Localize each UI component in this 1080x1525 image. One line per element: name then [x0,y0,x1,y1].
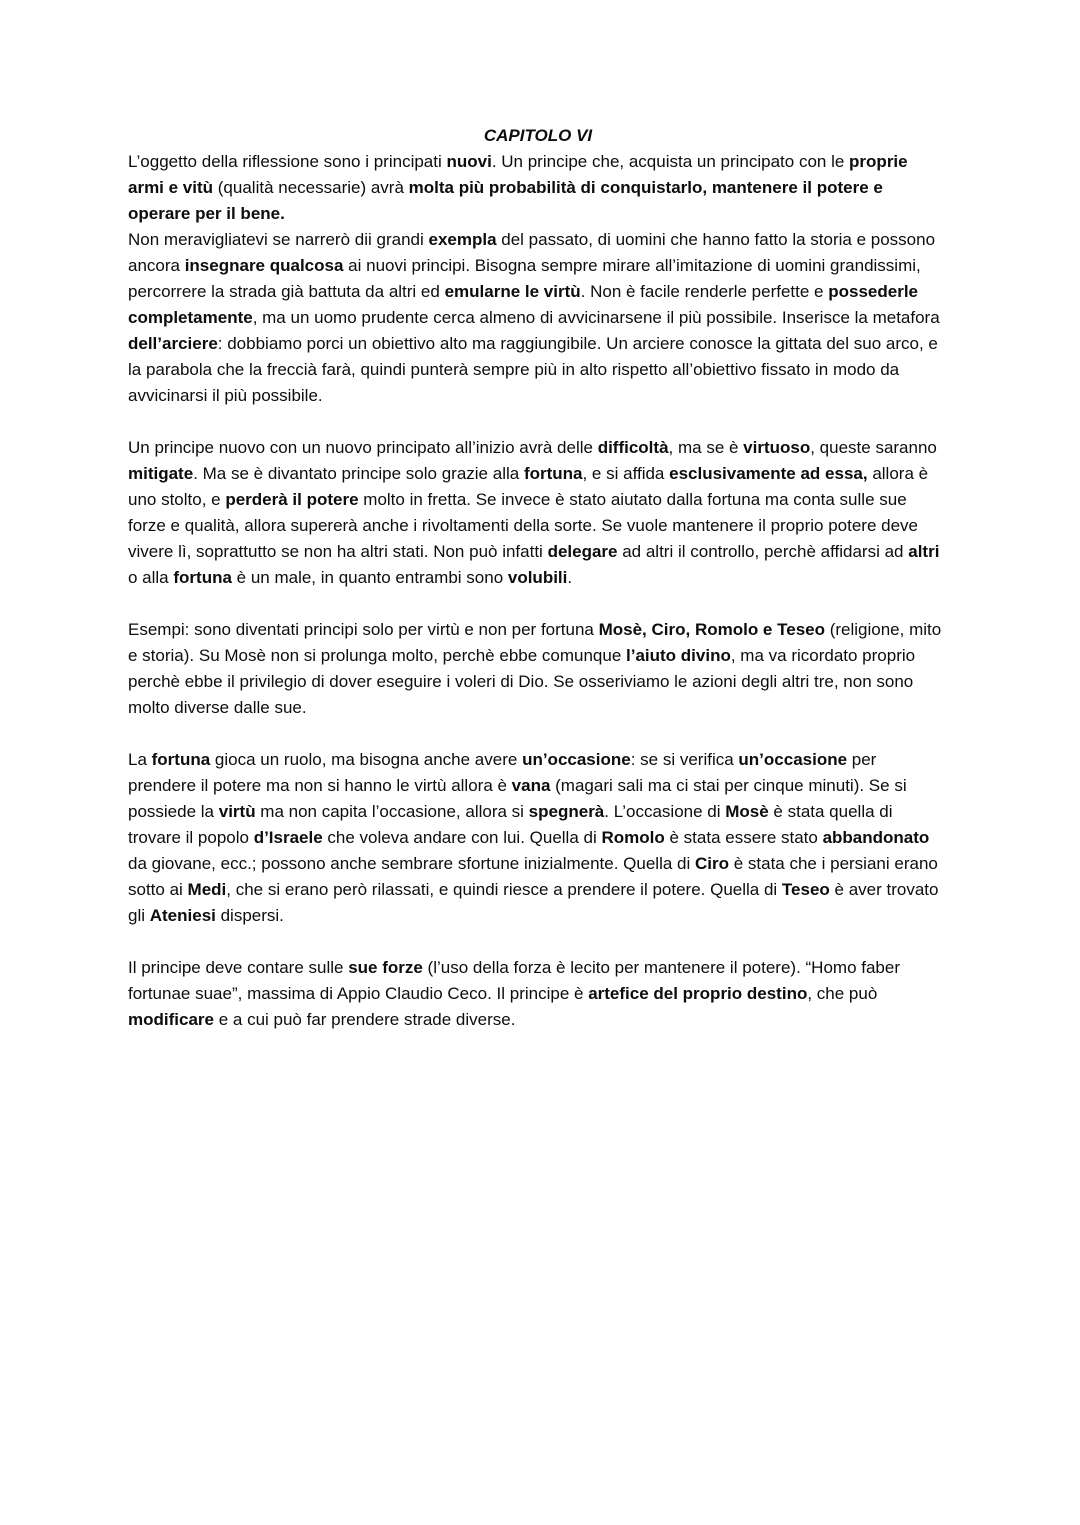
bold-text-segment: exempla [428,230,497,249]
text-segment: (religione, mito e storia). Su Mosè non si prolunga molto, perchè ebbe comunque [128,620,942,665]
text-segment: , ma un uomo prudente cerca almeno di avvicinarsene il più possibile. Inserisce la metafora [252,308,940,327]
text-segment: che voleva andare con lui. Quella di [322,828,602,847]
bold-text-segment: fortuna [151,750,211,769]
bold-text-segment: un’occasione [738,750,848,769]
paragraph-3 [128,435,948,591]
bold-text-segment: fortuna [523,464,583,483]
bold-text-segment: Mosè [725,802,769,821]
text-segment: ad altri il controllo, perchè affidarsi ad [617,542,909,561]
bold-text-segment: Teseo [781,880,830,899]
bold-text-segment: esclusivamente ad essa, [669,464,868,483]
bold-text-segment: molta più probabilità di conquistarlo, mantenere il potere e operare per il bene. [128,178,883,223]
chapter-title: CAPITOLO VI [483,126,593,145]
text-segment: molto in fretta. Se invece è stato aiutato dalla fortuna ma conta sulle sue forze e qualità, allora supererà anche i rivoltamenti della sorte. Se vuole mantenere il proprio potere deve vivere lì, soprattutto se non ha altri stati. Non può infatti [128,490,919,561]
bold-text-segment: virtuoso [743,438,811,457]
text-segment: . [567,568,573,587]
bold-text-segment: delegare [547,542,618,561]
text-segment: gioca un ruolo, ma bisogna anche avere [210,750,523,769]
bold-text-segment: Ateniesi [149,906,216,925]
text-segment: dispersi. [215,906,284,925]
paragraph-4 [128,617,948,721]
paragraph-6 [128,955,948,1033]
text-segment: o alla [128,568,174,587]
text-segment: per prendere il potere ma non si hanno le virtù allora è [128,750,877,795]
bold-text-segment: Romolo [601,828,665,847]
bold-text-segment: Mosè, Ciro, Romolo e Teseo [598,620,825,639]
text-segment: Non meravigliatevi se narrerò dii grandi [128,230,429,249]
bold-text-segment: abbandonato [822,828,930,847]
bold-text-segment: un’occasione [522,750,631,769]
bold-text-segment: insegnare qualcosa [184,256,344,275]
text-segment: (qualità necessarie) avrà [213,178,409,197]
text-segment: La [128,750,152,769]
bold-text-segment: Medi [187,880,227,899]
bold-text-segment: nuovi [446,152,492,171]
bold-text-segment: l’aiuto divino [626,646,731,665]
text-segment: è un male, in quanto entrambi sono [231,568,508,587]
text-segment: (magari sali ma ci stai per cinque minuti). Se si possiede la [128,776,907,821]
paragraph-2 [128,227,948,409]
bold-text-segment: virtù [218,802,256,821]
text-segment: allora è uno stolto, e [128,464,929,509]
bold-text-segment: mitigate [128,464,194,483]
text-segment: del passato, di uomini che hanno fatto la storia e possono ancora [128,230,936,275]
paragraph-5 [128,747,948,929]
text-segment: è stata essere stato [664,828,823,847]
text-segment: . Ma se è divantato principe solo grazie alla [193,464,524,483]
bold-text-segment: artefice del proprio destino [588,984,808,1003]
bold-text-segment: Ciro [695,854,729,873]
text-segment: ai nuovi principi. Bisogna sempre mirare all’imitazione di uomini grandissimi, percorrere la strada già battuta da altri ed [128,256,921,301]
bold-text-segment: altri [908,542,940,561]
text-segment: (l’uso della forza è lecito per mantenere il potere). “Homo faber fortunae suae”, massima di Appio Claudio Ceco. Il principe è [128,958,900,1003]
text-segment: . L’occasione di [604,802,726,821]
text-segment: , che si erano però rilassati, e quindi riesce a prendere il potere. Quella di [226,880,782,899]
bold-text-segment: proprie armi e vitù [128,152,908,197]
paragraph-1 [128,149,948,227]
text-segment: . Un principe che, acquista un principato con le [491,152,850,171]
text-segment: , queste saranno [810,438,937,457]
bold-text-segment: vana [511,776,551,795]
document-body [128,149,948,1033]
bold-text-segment: dell’arciere [128,334,218,353]
bold-text-segment: modificare [128,1010,214,1029]
text-segment: . Non è facile renderle perfette e [580,282,829,301]
text-segment: : dobbiamo porci un obiettivo alto ma raggiungibile. Un arciere conosce la gittata del suo arco, e la parabola che la freccià farà, quindi punterà sempre più in alto rispetto all’obiettivo fissato in modo da avvicinarsi il più possibile. [128,334,938,405]
text-segment: è stata che i persiani erano sotto ai [128,854,938,899]
text-segment: da giovane, ecc.; possono anche sembrare sfortune inizialmente. Quella di [128,854,695,873]
text-segment: è aver trovato gli [128,880,939,925]
bold-text-segment: fortuna [173,568,232,587]
text-segment: , che può [807,984,878,1003]
text-segment: : se si verifica [630,750,739,769]
text-segment: Un principe nuovo con un nuovo principato all’inizio avrà delle [128,438,598,457]
text-segment: è stata quella di trovare il popolo [128,802,893,847]
bold-text-segment: spegnerà [528,802,605,821]
text-segment: Esempi: sono diventati principi solo per virtù e non per fortuna [128,620,599,639]
bold-text-segment: possederle completamente [128,282,918,327]
text-segment: L’oggetto della riflessione sono i principati [128,152,447,171]
bold-text-segment: d’Israele [253,828,323,847]
bold-text-segment: sue forze [348,958,423,977]
text-segment: ma non capita l’occasione, allora si [255,802,529,821]
bold-text-segment: difficoltà [597,438,669,457]
text-segment: e a cui può far prendere strade diverse. [213,1010,516,1029]
bold-text-segment: perderà il potere [225,490,359,509]
text-segment: , ma va ricordato proprio perchè ebbe il privilegio di dover eseguire i voleri di Dio. Se osseriviamo le azioni degli altri tre, non sono molto diverse dalle sue. [128,646,916,717]
bold-text-segment: volubili [507,568,568,587]
text-segment: , ma se è [668,438,744,457]
text-segment: , e si affida [582,464,670,483]
text-segment: Il principe deve contare sulle [128,958,349,977]
bold-text-segment: emularne le virtù [444,282,581,301]
